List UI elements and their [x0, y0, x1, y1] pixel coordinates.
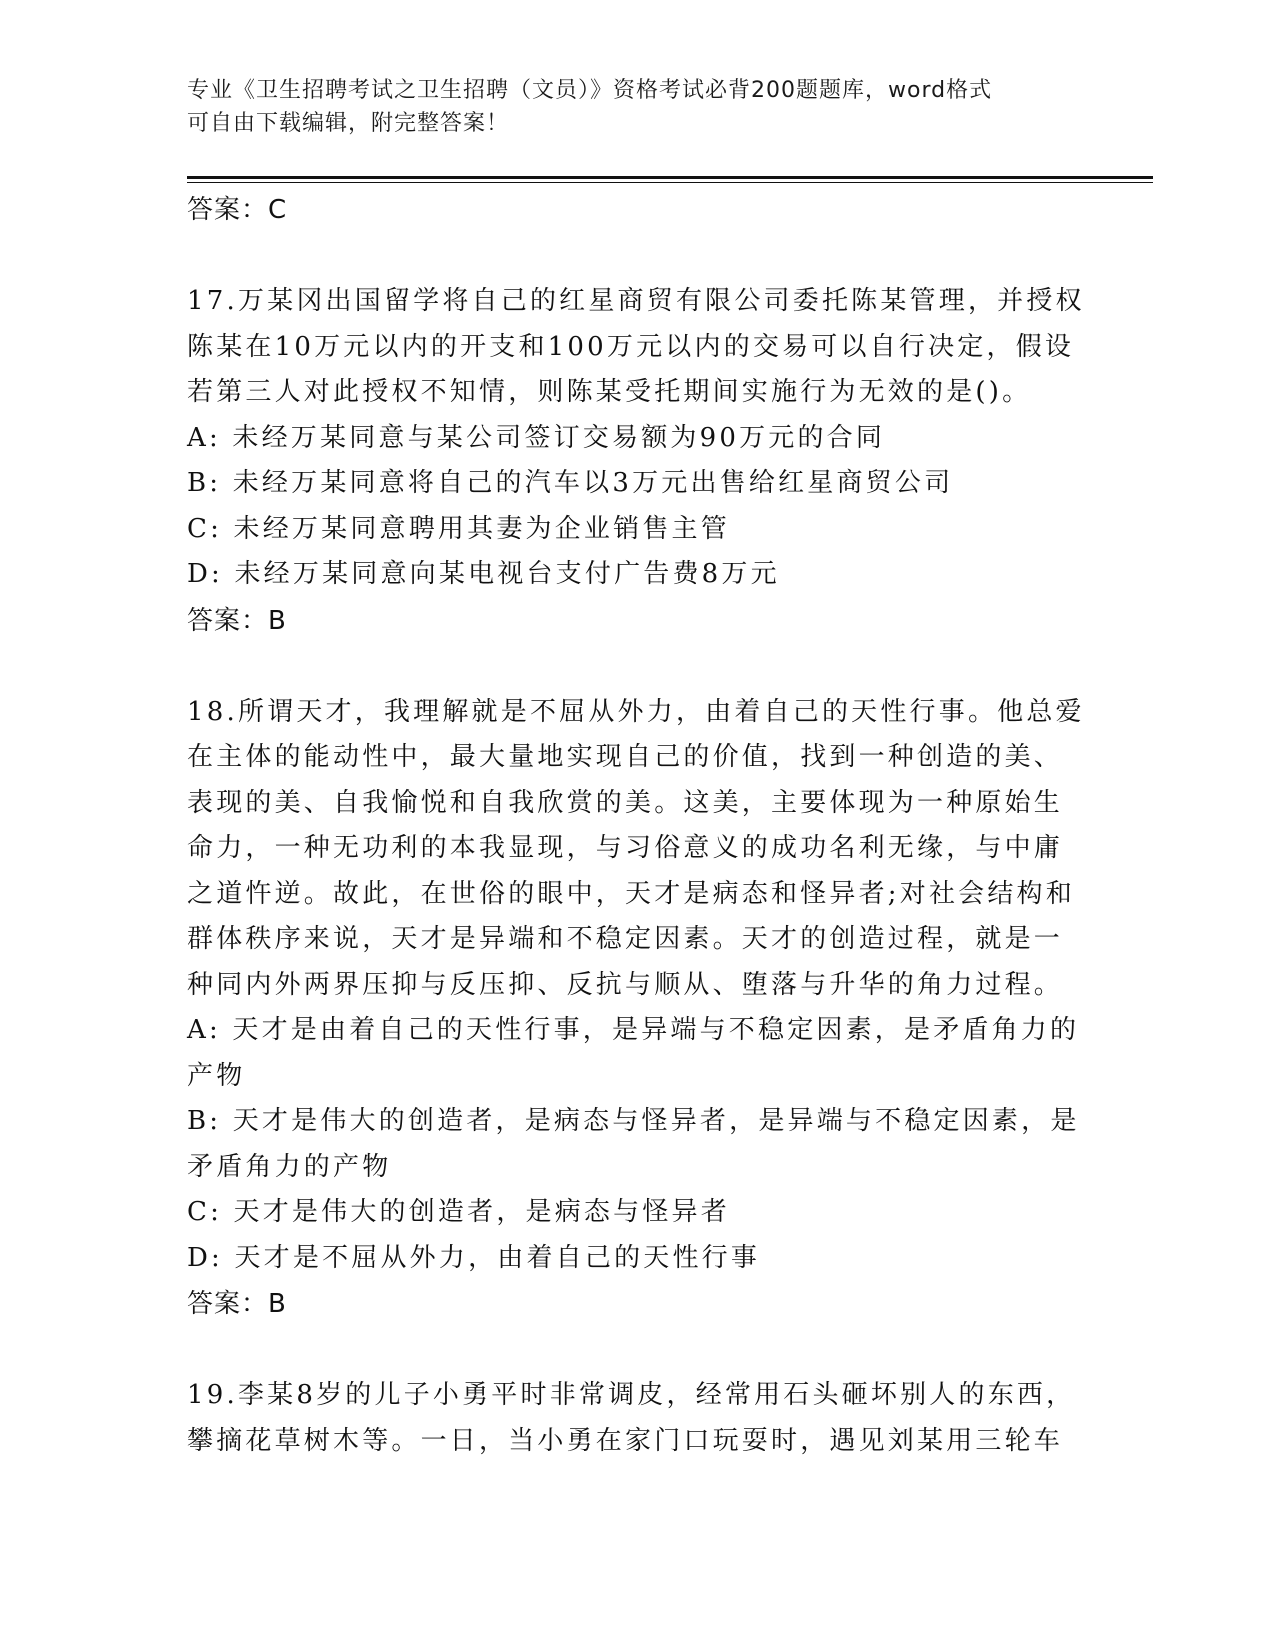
spacer — [187, 233, 1087, 279]
question-18 — [187, 690, 1087, 1328]
question-19 — [187, 1373, 1087, 1464]
document-header — [187, 74, 1067, 140]
question-17-option-b: B: 未经万某同意将自己的汽车以3万元出售给红星商贸公司 — [187, 468, 954, 498]
header-title-line1: 专业《卫生招聘考试之卫生招聘（文员）》资格考试必背200题题库，word格式 — [187, 78, 993, 103]
question-17-option-a: A: 未经万某同意与某公司签订交易额为90万元的合同 — [187, 422, 886, 453]
question-list — [187, 187, 1087, 1464]
previous-answer: 答案：C — [187, 195, 288, 225]
question-18-answer: 答案：B — [187, 1289, 287, 1319]
question-17-answer: 答案：B — [187, 605, 287, 636]
question-17-text: 17.万某冈出国留学将自己的红星商贸有限公司委托陈某管理，并授权陈某在10万元以内的开支和100万元以内的交易可以自行决定，假设若第三人对此授权不知情，则陈某受托期间实施行为无效的是()。 — [187, 286, 1085, 407]
spacer — [187, 644, 1087, 690]
header-title-line2: 可自由下载编辑，附完整答案！ — [187, 111, 510, 136]
question-17-option-c: C: 未经万某同意聘用其妻为企业销售主管 — [187, 513, 730, 544]
question-17 — [187, 279, 1087, 644]
question-18-text: 18.所谓天才，我理解就是不屈从外力，由着自己的天性行事。他总爱在主体的能动性中，最大量地实现自己的价值，找到一种创造的美、表现的美、自我愉悦和自我欣赏的美。这美，主要体现为一种原始生命力，一种无功利的本我显现，与习俗意义的成功名利无缘，与中庸之道忤逆。故此，在世俗的眼中，天才是病态和怪异者;对社会结构和群体秩序来说，天才是异端和不稳定因素。天才的创造过程，就是一种同内外两界压抑与反压抑、反抗与顺从、堕落与升华的角力过程。 — [187, 696, 1085, 1000]
question-18-option-a: A: 天才是由着自己的天性行事，是异端与不稳定因素，是矛盾角力的产物 — [187, 1015, 1080, 1091]
question-17-option-d: D: 未经万某同意向某电视台支付广告费8万元 — [187, 559, 780, 589]
question-18-option-b: B: 天才是伟大的创造者，是病态与怪异者，是异端与不稳定因素，是矛盾角力的产物 — [187, 1106, 1080, 1182]
header-divider-thick — [187, 176, 1153, 179]
spacer — [187, 1327, 1087, 1373]
question-18-option-d: D: 天才是不屈从外力，由着自己的天性行事 — [187, 1242, 761, 1273]
header-divider-thin — [187, 182, 1153, 183]
question-19-text: 19.李某8岁的儿子小勇平时非常调皮，经常用石头砸坏别人的东西，攀摘花草树木等。一日，当小勇在家门口玩耍时，遇见刘某用三轮车 — [187, 1380, 1076, 1456]
question-18-option-c: C: 天才是伟大的创造者，是病态与怪异者 — [187, 1197, 730, 1227]
